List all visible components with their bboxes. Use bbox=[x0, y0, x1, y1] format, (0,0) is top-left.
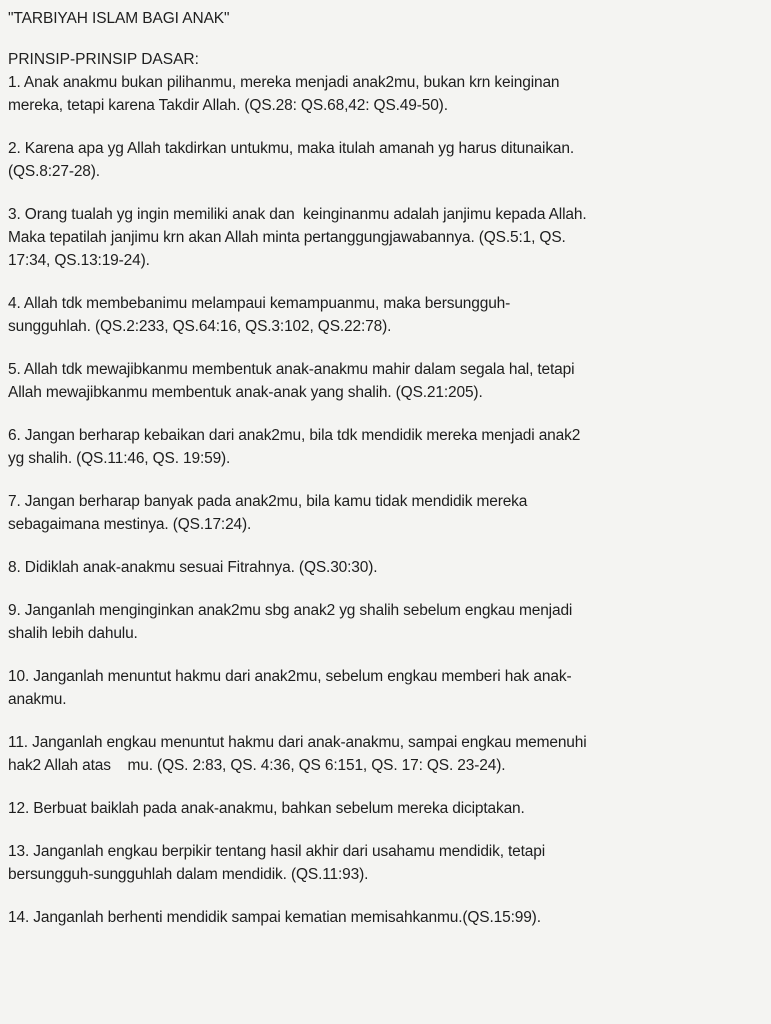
principle-item-14 bbox=[8, 906, 757, 929]
principle-line: Maka tepatilah janjimu krn akan Allah minta pertanggungjawabannya. (QS.5:1, QS. bbox=[8, 229, 566, 246]
principle-line: anakmu. bbox=[8, 691, 67, 708]
principle-item-9 bbox=[8, 599, 757, 645]
principle-item-4 bbox=[8, 292, 757, 338]
principle-item-7 bbox=[8, 490, 757, 536]
principle-item-2 bbox=[8, 137, 757, 183]
principle-item-5 bbox=[8, 358, 757, 404]
principle-item-11 bbox=[8, 731, 757, 777]
principle-item-1 bbox=[8, 71, 757, 117]
principle-line: mereka, tetapi karena Takdir Allah. (QS.28: QS.68,42: QS.49-50). bbox=[8, 97, 448, 114]
principle-item-8 bbox=[8, 556, 757, 579]
principle-line: 6. Jangan berharap kebaikan dari anak2mu, bila tdk mendidik mereka menjadi anak2 bbox=[8, 427, 581, 444]
principle-line: 13. Janganlah engkau berpikir tentang hasil akhir dari usahamu mendidik, tetapi bbox=[8, 843, 546, 860]
principle-item-6 bbox=[8, 424, 757, 470]
principle-line: 17:34, QS.13:19-24). bbox=[8, 252, 150, 269]
principle-line: 2. Karena apa yg Allah takdirkan untukmu, maka itulah amanah yg harus ditunaikan. bbox=[8, 140, 575, 157]
principle-item-12 bbox=[8, 797, 757, 820]
principle-line: 12. Berbuat baiklah pada anak-anakmu, bahkan sebelum mereka diciptakan. bbox=[8, 800, 525, 817]
principle-line: 3. Orang tualah yg ingin memiliki anak dan keinginanmu adalah janjimu kepada Allah. bbox=[8, 206, 587, 223]
principles-list bbox=[8, 71, 757, 929]
principle-line: 10. Janganlah menuntut hakmu dari anak2mu, sebelum engkau memberi hak anak- bbox=[8, 668, 572, 685]
principle-line: Allah mewajibkanmu membentuk anak-anak yang shalih. (QS.21:205). bbox=[8, 384, 483, 401]
principle-line: hak2 Allah atas mu. (QS. 2:83, QS. 4:36, QS 6:151, QS. 17: QS. 23-24). bbox=[8, 757, 506, 774]
principle-line: sebagaimana mestinya. (QS.17:24). bbox=[8, 516, 252, 533]
principle-line: 7. Jangan berharap banyak pada anak2mu, bila kamu tidak mendidik mereka bbox=[8, 493, 528, 510]
principle-line: 14. Janganlah berhenti mendidik sampai kematian memisahkanmu.(QS.15:99). bbox=[8, 909, 541, 926]
principle-line: bersungguh-sungguhlah dalam mendidik. (QS.11:93). bbox=[8, 866, 369, 883]
document-title: "TARBIYAH ISLAM BAGI ANAK" bbox=[8, 10, 230, 27]
principle-item-3 bbox=[8, 203, 757, 272]
principle-line: shalih lebih dahulu. bbox=[8, 625, 138, 642]
principle-line: (QS.8:27-28). bbox=[8, 163, 100, 180]
principle-item-10 bbox=[8, 665, 757, 711]
principle-line: sungguhlah. (QS.2:233, QS.64:16, QS.3:102, QS.22:78). bbox=[8, 318, 392, 335]
principle-line: yg shalih. (QS.11:46, QS. 19:59). bbox=[8, 450, 231, 467]
principle-item-13 bbox=[8, 840, 757, 886]
section-heading: PRINSIP-PRINSIP DASAR: bbox=[8, 51, 199, 68]
principle-line: 9. Janganlah menginginkan anak2mu sbg anak2 yg shalih sebelum engkau menjadi bbox=[8, 602, 573, 619]
principle-line: 8. Didiklah anak-anakmu sesuai Fitrahnya. (QS.30:30). bbox=[8, 559, 378, 576]
principle-line: 4. Allah tdk membebanimu melampaui kemampuanmu, maka bersungguh- bbox=[8, 295, 511, 312]
principle-line: 5. Allah tdk mewajibkanmu membentuk anak-anakmu mahir dalam segala hal, tetapi bbox=[8, 361, 575, 378]
principle-line: 1. Anak anakmu bukan pilihanmu, mereka menjadi anak2mu, bukan krn keinginan bbox=[8, 74, 560, 91]
principle-line: 11. Janganlah engkau menuntut hakmu dari anak-anakmu, sampai engkau memenuhi bbox=[8, 734, 587, 751]
